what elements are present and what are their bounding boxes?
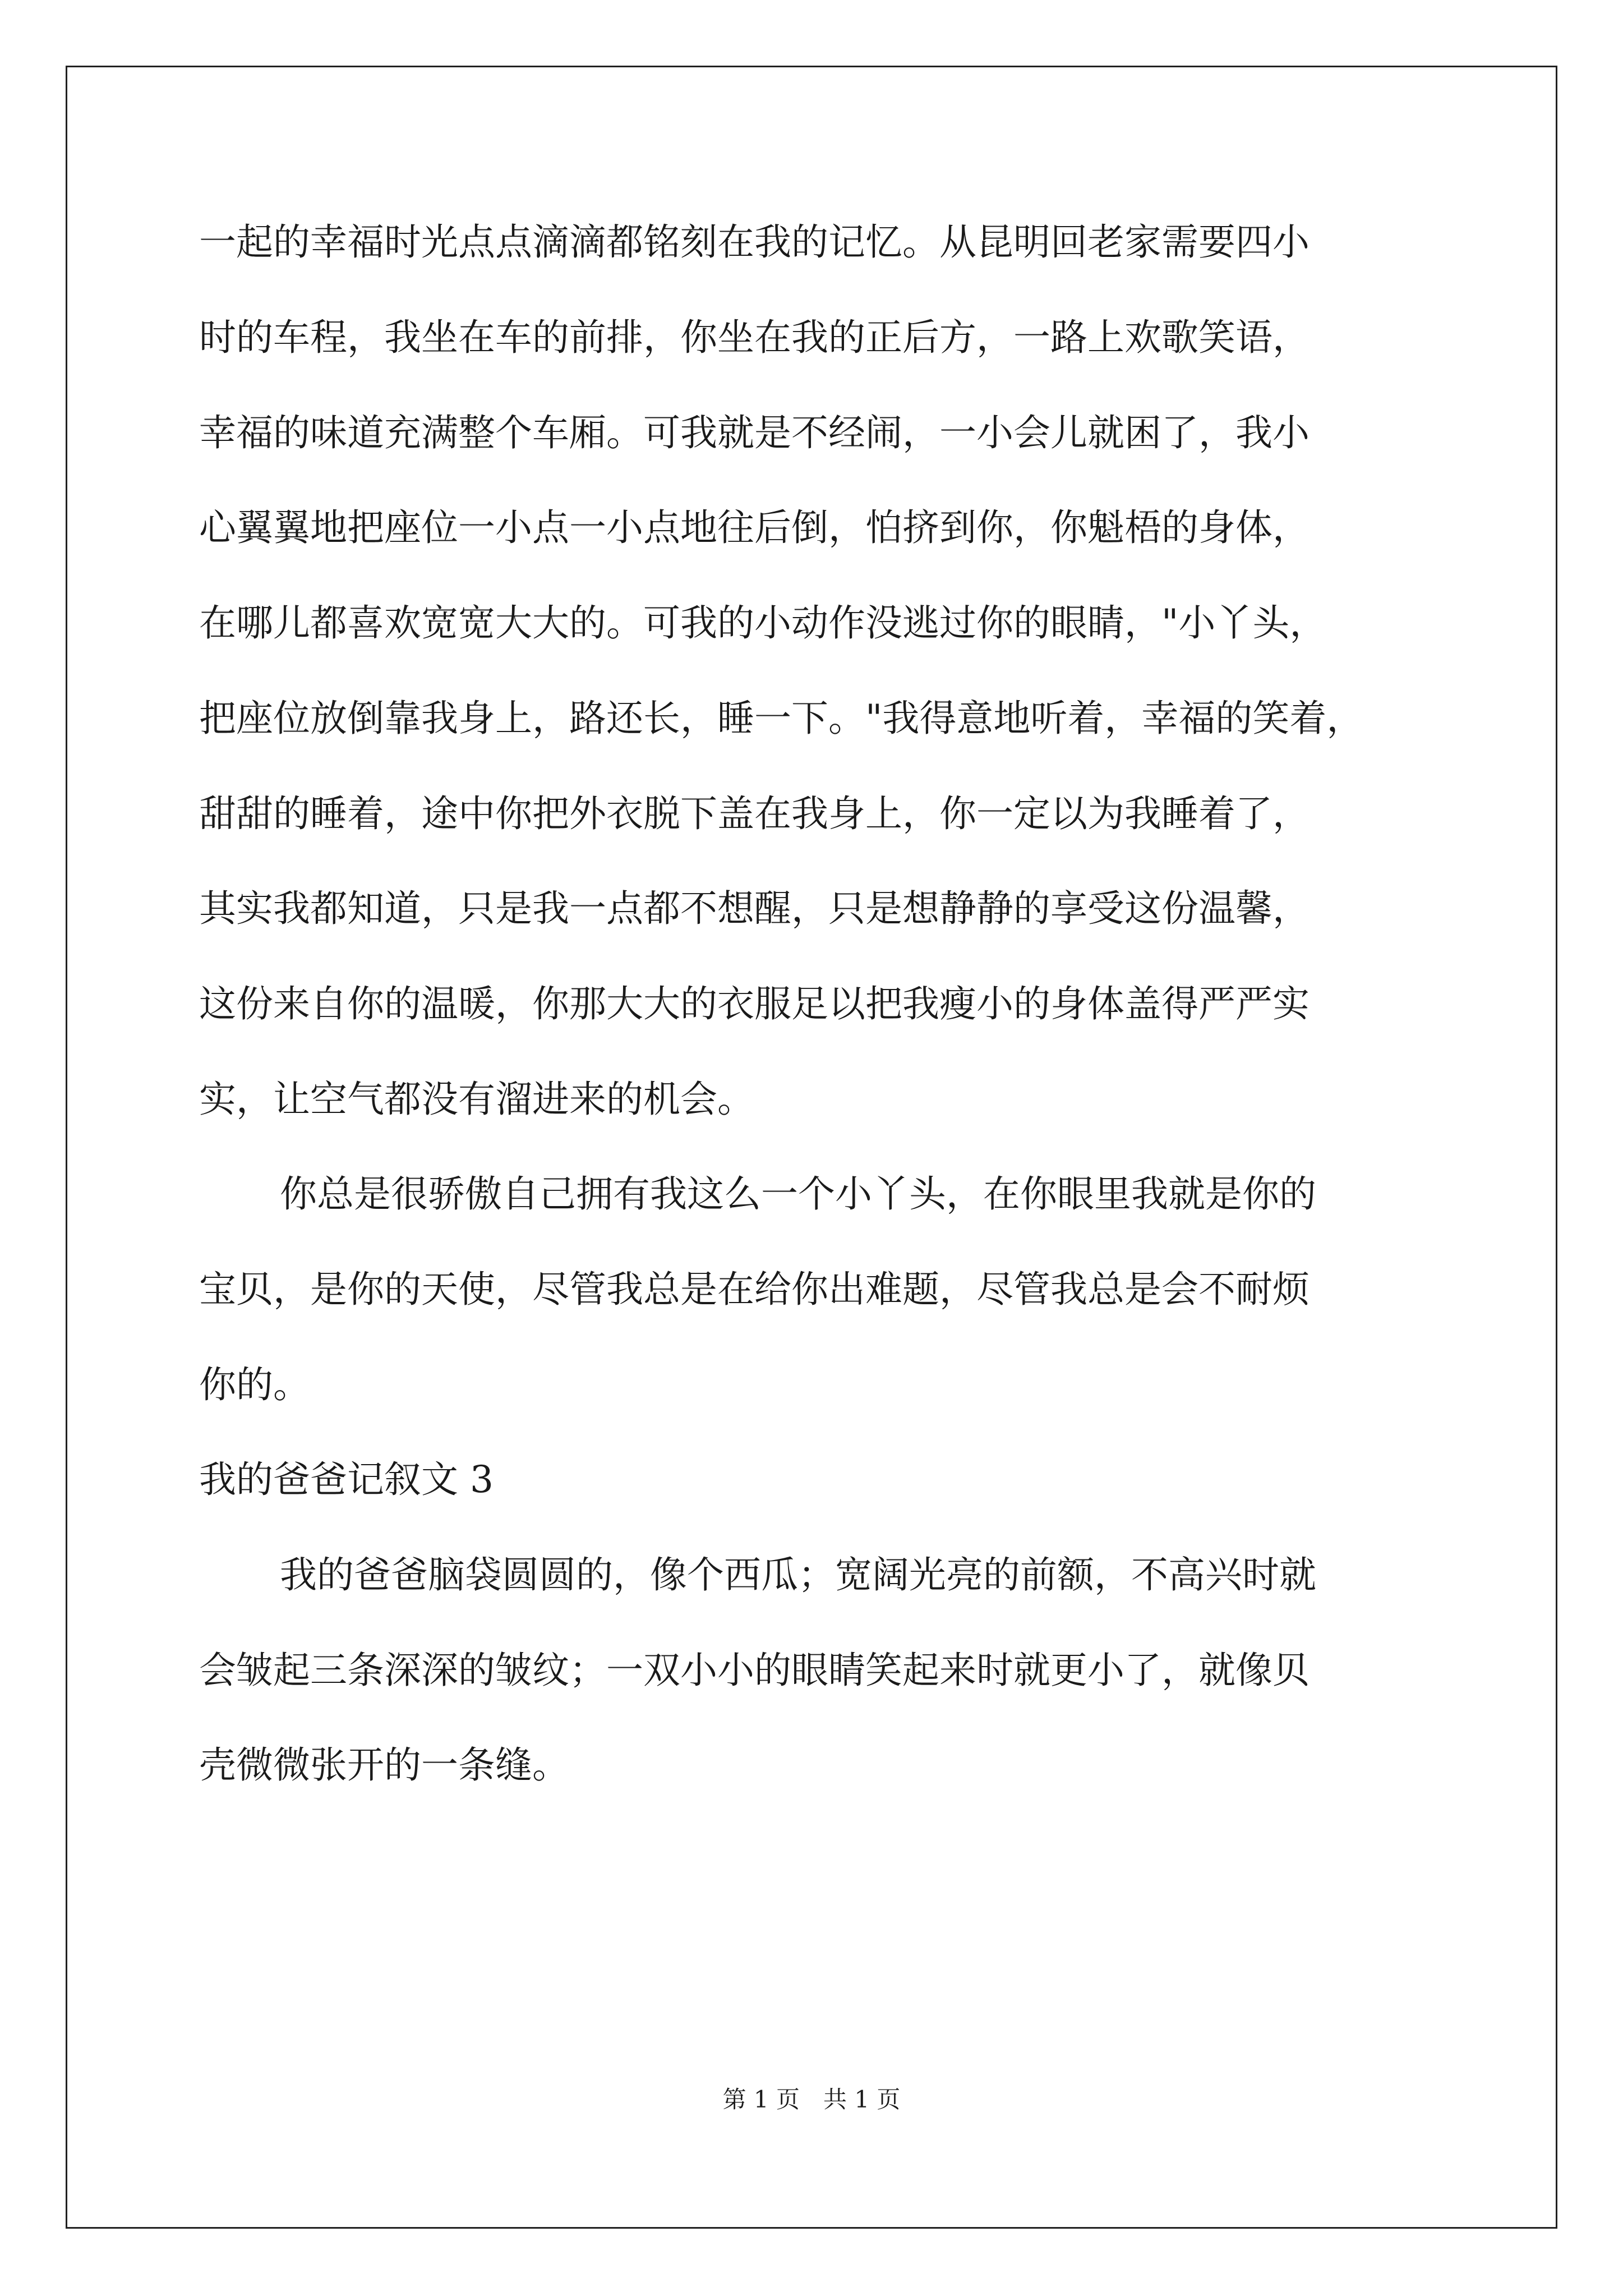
text-line: 一起的幸福时光点点滴滴都铭刻在我的记忆。从昆明回老家需要四小 (199, 220, 1310, 264)
page-border (66, 66, 1557, 2229)
text-line: 实，让空气都没有溜进来的机会。 (199, 1078, 754, 1121)
text-line: 在哪儿都喜欢宽宽大大的。可我的小动作没逃过你的眼睛，"小丫头， (199, 601, 1327, 645)
section-heading: 我的爸爸记叙文 3 (199, 1458, 494, 1501)
page-footer (0, 2086, 1623, 2114)
text-line: 宝贝，是你的天使，尽管我总是在给你出难题，尽管我总是会不耐烦 (199, 1268, 1310, 1311)
text-line: 壳微微张开的一条缝。 (199, 1743, 569, 1787)
paragraph-first-line: 你总是很骄傲自己拥有我这么一个小丫头，在你眼里我就是你的 (280, 1172, 1316, 1216)
page-number: 第 1 页 (722, 2086, 800, 2113)
text-line: 其实我都知道，只是我一点都不想醒，只是想静静的享受这份温馨， (199, 887, 1310, 930)
page-total: 共 1 页 (823, 2086, 901, 2113)
text-line: 甜甜的睡着，途中你把外衣脱下盖在我身上，你一定以为我睡着了， (199, 792, 1310, 835)
text-line: 时的车程，我坐在车的前排，你坐在我的正后方，一路上欢歌笑语， (199, 316, 1310, 359)
text-line: 这份来自你的温暖，你那大大的衣服足以把我瘦小的身体盖得严严实 (199, 982, 1310, 1025)
paragraph-first-line: 我的爸爸脑袋圆圆的，像个西瓜；宽阔光亮的前额，不高兴时就 (280, 1553, 1316, 1596)
text-line: 心翼翼地把座位一小点一小点地往后倒，怕挤到你，你魁梧的身体， (199, 506, 1310, 549)
text-line: 你的。 (199, 1363, 310, 1406)
text-line: 把座位放倒靠我身上，路还长，睡一下。"我得意地听着，幸福的笑着， (199, 697, 1364, 740)
text-line: 会皱起三条深深的皱纹；一双小小的眼睛笑起来时就更小了，就像贝 (199, 1649, 1310, 1692)
text-line: 幸福的味道充满整个车厢。可我就是不经闹，一小会儿就困了，我小 (199, 411, 1310, 454)
